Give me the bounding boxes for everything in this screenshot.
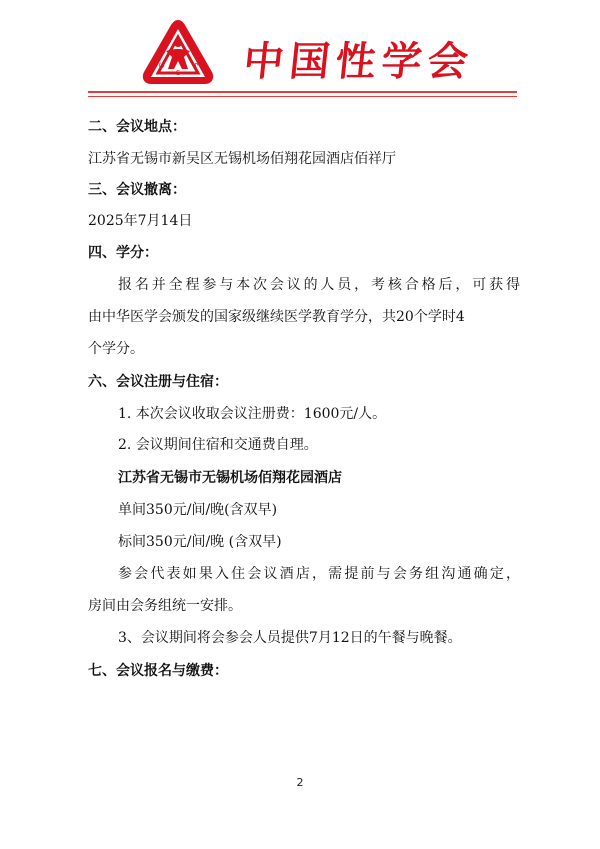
logo-letter: S xyxy=(176,69,181,77)
registration-item-3: 3、会议期间将会参会人员提供7月12日的午餐与晚餐。 xyxy=(118,630,462,646)
registration-item-2: 2. 会议期间住宿和交通费自理。 xyxy=(118,437,318,453)
room-price-twin: 标间350元/间/晚 (含双早) xyxy=(118,534,282,550)
letterhead xyxy=(0,0,600,100)
venue-text: 江苏省无锡市新吴区无锡机场佰翔花园酒店佰祥厅 xyxy=(88,151,396,167)
registration-item-1: 1. 本次会议收取会议注册费：1600元/人。 xyxy=(118,406,387,422)
section-heading-credits: 四、学分： xyxy=(88,245,158,261)
hotel-note-line: 房间由会务组统一安排。 xyxy=(88,598,242,614)
brand-title: 中国性学会 xyxy=(241,38,477,85)
logo-letter: C xyxy=(157,61,167,71)
hotel-name: 江苏省无锡市无锡机场佰翔花园酒店 xyxy=(118,470,342,486)
room-price-single: 单间350元/间/晚(含双早) xyxy=(118,502,278,518)
section-heading-departure: 三、会议撤离： xyxy=(88,182,186,198)
section-heading-venue: 二、会议地点： xyxy=(88,119,186,135)
credits-paragraph-line: 报名并全程参与本次会议的人员，考核合格后，可获得 xyxy=(118,277,520,293)
header-rule-thick xyxy=(88,91,517,93)
credits-paragraph-line: 由中华医学会颁发的国家级继续医学教育学分，共20个学时4 xyxy=(88,309,465,325)
departure-date: 2025年7月14日 xyxy=(88,213,193,229)
section-heading-signup: 七、会议报名与缴费： xyxy=(88,663,228,679)
logo-letter: S xyxy=(190,61,200,70)
credits-paragraph-line: 个学分。 xyxy=(88,341,144,357)
hotel-note-line: 参会代表如果入住会议酒店，需提前与会务组沟通确定， xyxy=(118,566,520,582)
section-heading-registration: 六、会议注册与住宿： xyxy=(88,374,228,390)
page-number: 2 xyxy=(296,776,304,789)
society-emblem-icon xyxy=(140,17,216,87)
header-rule-thin xyxy=(88,96,517,97)
